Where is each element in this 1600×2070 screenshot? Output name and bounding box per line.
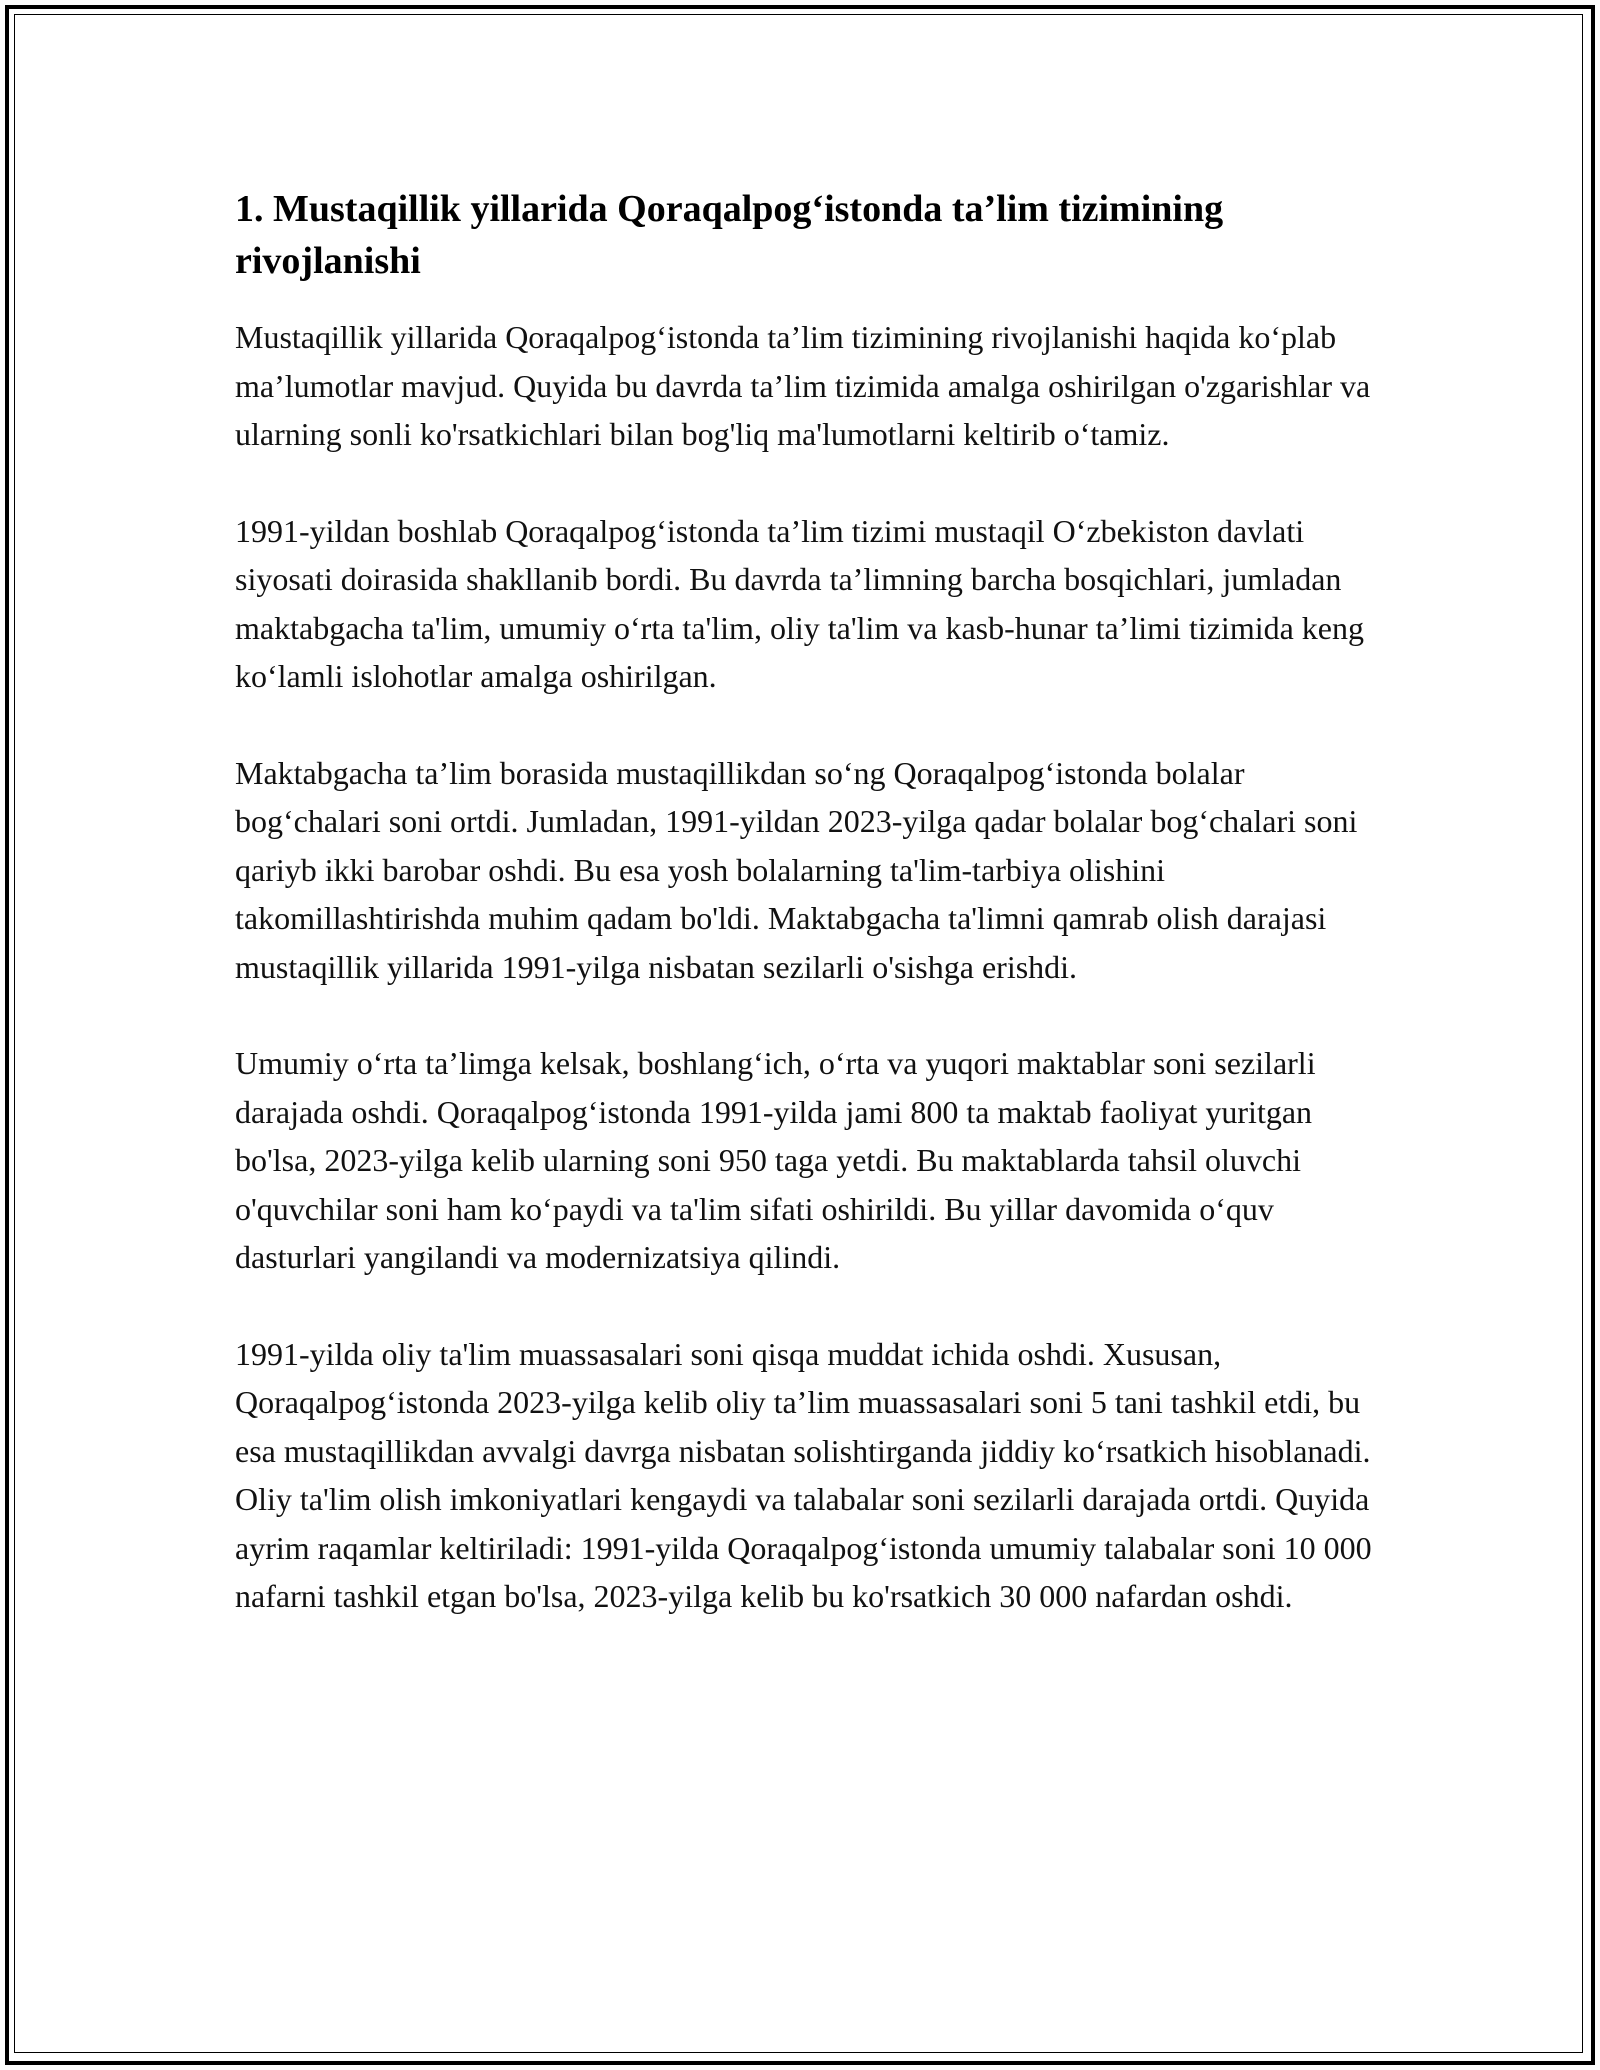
paragraph-intro: Mustaqillik yillarida Qoraqalpog‘istonda ta’lim tizimining rivojlanishi haqida ko‘plab ma’lumotlar mavjud. Quyida bu davrda ta’lim tizimida amalga oshirilgan o'zgarishlar va ularning sonli ko'rsatkichlari bilan bog'liq ma'lumotlarni keltirib o‘tamiz. bbox=[235, 319, 1371, 452]
document-body bbox=[235, 183, 1375, 1669]
paragraph-general-secondary: Umumiy o‘rta ta’limga kelsak, boshlang‘ich, o‘rta va yuqori maktablar soni sezilarli darajada oshdi. Qoraqalpog‘istonda 1991-yilda jami 800 ta maktab faoliyat yuritgan bo'lsa, 2023-yilga kelib ularning soni 950 taga yetdi. Bu maktablarda tahsil oluvchi o'quvchilar soni ham ko‘paydi va ta'lim sifati oshirildi. Bu yillar davomida o‘quv dasturlari yangilandi va modernizatsiya qilindi. bbox=[235, 1045, 1316, 1275]
paragraph-preschool: Maktabgacha ta’lim borasida mustaqillikdan so‘ng Qoraqalpog‘istonda bolalar bog‘chalari soni ortdi. Jumladan, 1991-yildan 2023-yilga qadar bolalar bog‘chalari soni qariyb ikki barobar oshdi. Bu esa yosh bolalarning ta'lim-tarbiya olishini takomillashtirishda muhim qadam bo'ldi. Maktabgacha ta'limni qamrab olish darajasi mustaqillik yillarida 1991-yilga nisbatan sezilarli o'sishga erishdi. bbox=[235, 754, 1358, 985]
paragraph-higher-education: 1991-yilda oliy ta'lim muassasalari soni qisqa muddat ichida oshdi. Xususan, Qoraqalpog‘istonda 2023-yilga kelib oliy ta’lim muassasalari soni 5 tani tashkil etdi, bu esa mustaqillikdan avvalgi davrga nisbatan solishtirganda jiddiy ko‘rsatkich hisoblanadi. Oliy ta'lim olish imkoniyatlari kengaydi va talabalar soni sezilarli darajada ortdi. Quyida ayrim raqamlar keltiriladi: 1991-yilda Qoraqalpog‘istonda umumiy talabalar soni 10 000 nafarni tashkil etgan bo'lsa, 2023-yilga kelib bu ko'rsatkich 30 000 nafardan oshdi. bbox=[235, 1335, 1372, 1614]
section-heading: 1. Mustaqillik yillarida Qoraqalpog‘istonda ta’lim tizimining rivojlanishi bbox=[235, 188, 1224, 282]
paragraph-since-1991: 1991-yildan boshlab Qoraqalpog‘istonda ta’lim tizimi mustaqil O‘zbekiston davlati siyosati doirasida shakllanib bordi. Bu davrda ta’limning barcha bosqichlari, jumladan maktabgacha ta'lim, umumiy o‘rta ta'lim, oliy ta'lim va kasb-hunar ta’limi tizimida keng ko‘lamli islohotlar amalga oshirilgan. bbox=[235, 512, 1364, 694]
